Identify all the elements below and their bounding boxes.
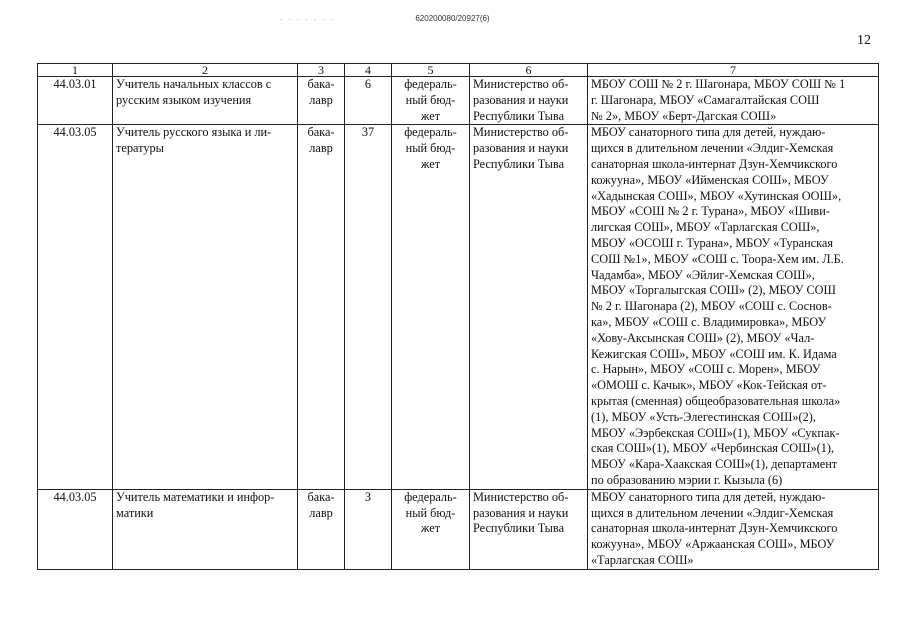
specialty-code: 44.03.01 [38,77,113,125]
customer-organization: Министерство об- разования и науки Республики Тыва [470,489,588,569]
column-header: 6 [470,64,588,77]
column-header: 3 [298,64,345,77]
specialty-name: Учитель начальных классов с русским языком изучения [113,77,298,125]
employer-list: МБОУ СОШ № 2 г. Шагонара, МБОУ СОШ № 1 г. Шагонара, МБОУ «Самагалтайская СОШ № 2», МБОУ «Берт-Дагская СОШ» [588,77,879,125]
funding-source: федераль- ный бюд- жет [392,125,470,489]
places-count: 37 [345,125,392,489]
funding-source: федераль- ный бюд- жет [392,77,470,125]
customer-organization: Министерство об- разования и науки Республики Тыва [470,77,588,125]
employer-list: МБОУ санаторного типа для детей, нуждаю- щихся в длительном лечении «Элдиг-Хемская санаторная школа-интернат Дзун-Хемчикского кожууна», МБОУ «Ийменская СОШ», МБОУ «Хадынская СОШ», МБОУ «Хутинская ООШ», МБОУ «СОШ № 2 г. Турана», МБОУ «Шиви- лигская СОШ», МБОУ «Тарлагская СОШ», МБОУ «ОСОШ г. Турана», МБОУ «Туранская СОШ №1», МБОУ «СОШ с. Тоора-Хем им. Л.Б. Чадамба», МБОУ «Эйлиг-Хемская СОШ», МБОУ «Торгалыгская СОШ» (2), МБОУ СОШ № 2 г. Шагонара (2), МБОУ «СОШ с. Соснов- ка», МБОУ «СОШ с. Владимировка», МБОУ «Хову-Аксынская СОШ» (2), МБОУ «Чал- Кежигская СОШ», МБОУ «СОШ им. К. Идама с. Нарын», МБОУ «СОШ с. Морен», МБОУ «ОМОШ с. Качык», МБОУ «Кок-Тейская от- крытая (сменная) общеобразовательная школа» (1), МБОУ «Усть-Элегестинская СОШ»(2), МБОУ «Ээрбекская СОШ»(1), МБОУ «Сукпак- ская СОШ»(1), МБОУ «Чербинская СОШ»(1), МБОУ «Кара-Хаакская СОШ»(1), департамент по образованию мэрии г. Кызыла (6) [588,125,879,489]
funding-source: федераль- ный бюд- жет [392,489,470,569]
specialty-code: 44.03.05 [38,125,113,489]
table-row [38,489,879,569]
places-count: 6 [345,77,392,125]
allocation-table [37,63,879,570]
table-row [38,77,879,125]
education-level: бака- лавр [298,77,345,125]
specialty-code: 44.03.05 [38,489,113,569]
scan-marks: . . . . . . . [280,13,335,22]
column-number-row [38,64,879,77]
column-header: 7 [588,64,879,77]
places-count: 3 [345,489,392,569]
employer-list: МБОУ санаторного типа для детей, нуждаю- щихся в длительном лечении «Элдиг-Хемская санаторная школа-интернат Дзун-Хемчикского кожууна», МБОУ «Аржаанская СОШ», МБОУ «Тарлагская СОШ» [588,489,879,569]
specialty-name: Учитель русского языка и ли- тературы [113,125,298,489]
education-level: бака- лавр [298,489,345,569]
document-id: 620200080/20927(6) [415,14,490,23]
column-header: 1 [38,64,113,77]
table-row [38,125,879,489]
education-level: бака- лавр [298,125,345,489]
column-header: 5 [392,64,470,77]
specialty-name: Учитель математики и инфор- матики [113,489,298,569]
page-number: 12 [857,33,871,48]
column-header: 2 [113,64,298,77]
column-header: 4 [345,64,392,77]
customer-organization: Министерство об- разования и науки Республики Тыва [470,125,588,489]
